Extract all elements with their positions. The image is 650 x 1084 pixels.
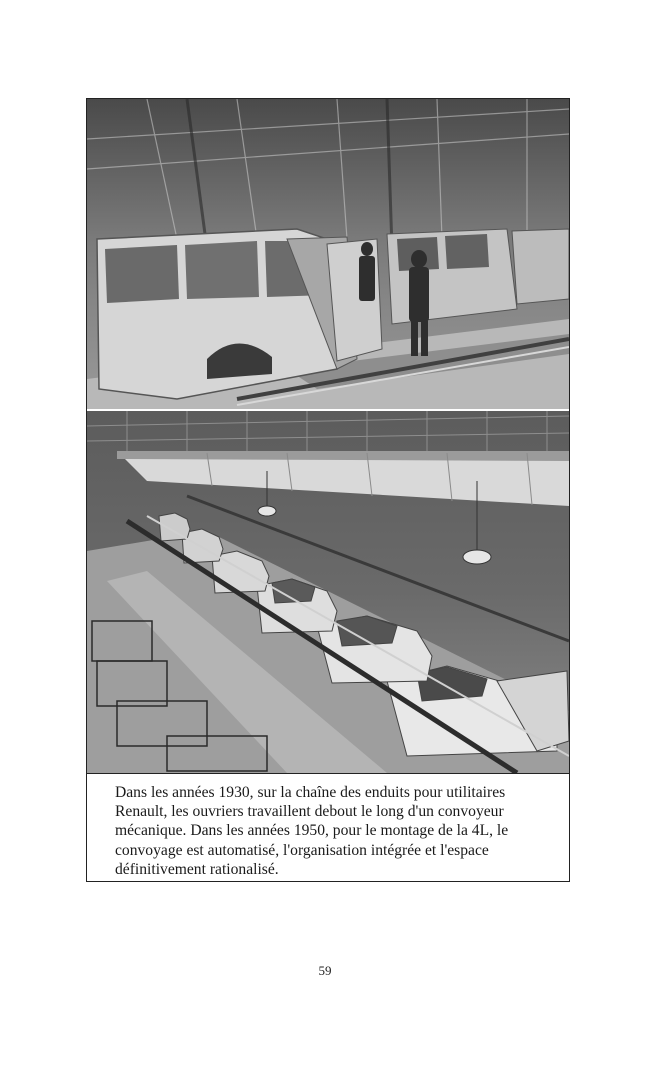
figure (86, 98, 570, 882)
photo-1950s-4l-assembly-line (87, 411, 569, 774)
photo-1930s-coating-line (87, 99, 569, 411)
photo-1950s-illustration (87, 411, 569, 773)
photo-1930s-illustration (87, 99, 569, 409)
figure-caption: Dans les années 1930, sur la chaîne des enduits pour utilitaires Renault, les ouvriers travaillent debout le long d'un convoyeur mécanique. Dans les années 1950, pour le montage de la 4L, le convoyage est automatisé, l'organisation intégrée et l'espace définitivement rationalisé. (115, 784, 509, 878)
page-number: 59 (318, 963, 332, 978)
